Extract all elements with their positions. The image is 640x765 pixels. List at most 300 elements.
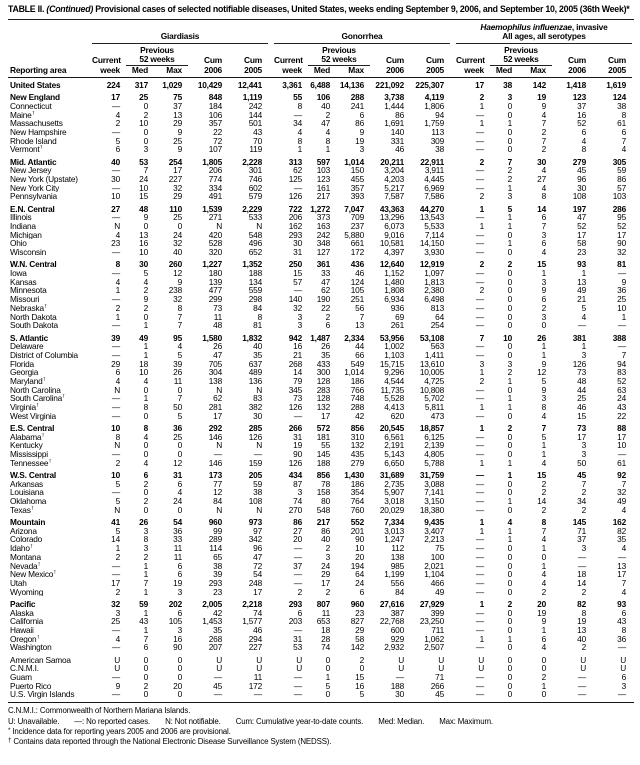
value-cell: 184 [208,100,222,111]
value-cell: 58 [355,633,364,644]
value-cell: 5 [143,268,148,279]
value-cell: 38 [503,80,512,91]
value-cell: 186 [350,478,364,489]
value-cell: — [475,165,484,176]
table-row [8,278,632,287]
reporting-area-cell: District of Columbia [10,350,78,360]
value-cell: 310 [350,431,364,442]
value-cell: 0 [143,654,148,665]
value-cell: 45 [213,680,222,691]
value-cell: 126 [572,358,586,369]
value-cell: 5,811 [424,402,444,413]
value-cell: — [475,229,484,240]
value-cell: 0 [507,680,512,691]
table-row [8,433,632,442]
value-cell: 2 [479,285,484,296]
value-cell: 973 [248,517,262,528]
value-cell: 92 [617,470,626,481]
value-cell: U [296,654,302,665]
table-row [8,192,632,201]
value-cell: U [114,663,120,674]
value-cell: 134 [248,276,262,287]
value-cell: 985 [390,560,404,571]
value-cell: 3 [115,607,120,618]
value-cell: 293 [208,577,222,588]
value-cell: — [475,478,484,489]
value-cell: — [111,402,120,413]
value-cell: 8 [143,423,148,434]
value-cell: — [577,680,586,691]
value-cell: — [111,672,120,683]
value-cell: 4,119 [424,92,444,103]
value-cell: 1 [143,349,148,360]
value-cell: 3 [621,680,626,691]
value-cell: 86 [293,517,302,528]
value-cell: 6 [541,238,546,249]
value-cell: 82 [617,525,626,536]
value-cell: 9 [541,100,546,111]
value-cell: 496 [248,238,262,249]
value-cell: 39 [111,332,120,343]
value-cell: 0 [507,294,512,305]
value-cell: — [475,268,484,279]
value-cell: 10 [503,332,512,343]
value-cell: 35 [617,534,626,545]
value-cell: 29 [173,118,182,129]
value-cell: 2 [115,457,120,468]
reporting-area-cell: C.N.M.I. [10,664,39,674]
value-cell: 24 [139,174,148,185]
value-cell: 4 [621,144,626,155]
value-cell: 30 [139,259,148,270]
value-cell: 22,911 [420,156,444,167]
value-cell: 3 [507,358,512,369]
value-cell: 6 [359,586,364,597]
value-cell: 7 [621,135,626,146]
value-cell: 2 [143,551,148,562]
value-cell: 0 [507,654,512,665]
value-cell: 13 [173,109,182,120]
value-cell: 7 [479,332,484,343]
value-cell: N [256,384,262,395]
value-cell: 1,444 [384,100,404,111]
reporting-area-cell: Iowa [10,269,27,278]
value-cell: 0 [143,487,148,498]
value-cell: 87 [293,478,302,489]
value-cell: 7 [621,577,626,588]
value-cell: — [293,109,302,120]
value-cell: 52 [617,376,626,387]
value-cell: — [111,100,120,111]
value-cell: 766 [350,384,364,395]
value-cell: 62 [293,165,302,176]
value-cell: 248 [248,577,262,588]
value-cell: 59 [617,165,626,176]
value-cell: — [475,135,484,146]
value-cell: 43 [617,402,626,413]
value-cell: 125 [288,174,302,185]
value-cell: 13 [577,625,586,635]
table-row [8,535,632,544]
value-cell: — [293,410,302,421]
value-cell: 4 [541,182,546,193]
value-cell: 238 [168,285,182,296]
value-cell: 1,119 [242,92,262,103]
value-cell: 47 [577,212,586,223]
value-cell: 2 [507,598,512,609]
value-cell: — [475,569,484,580]
value-cell: 202 [168,598,182,609]
value-cell: 2,735 [384,478,404,489]
footnote-star: * Incidence data for reporting years 2005 and 2006 are provisional. [8,726,231,736]
med-label: Med [490,65,518,77]
value-cell: 46 [355,268,364,279]
value-cell: — [475,384,484,395]
value-cell: 23,250 [419,616,444,627]
value-cell: 93 [577,259,586,270]
value-cell: 2 [115,586,120,597]
value-cell: 1 [507,118,512,129]
value-cell: 0 [143,663,148,674]
value-cell: 2 [581,504,586,515]
group-title-gonorrhea: Gonorrhea [274,23,450,43]
value-cell: 1,805 [202,156,222,167]
value-cell: 960 [350,598,364,609]
value-cell: — [475,212,484,223]
reporting-area-cell: E.S. Central [10,423,55,433]
cum-label: Cum [567,54,586,65]
value-cell: 73 [577,423,586,434]
value-cell: 266 [288,423,302,434]
value-cell: 10 [139,367,148,378]
value-cell: — [475,689,484,700]
value-cell: 2 [325,543,330,554]
value-cell: 1 [507,633,512,644]
value-cell: 760 [350,504,364,515]
table-row [8,527,632,536]
value-cell: — [475,577,484,588]
reporting-area-cell: Ohio [10,239,27,249]
value-cell: 29 [355,625,364,635]
value-cell: — [293,182,302,193]
value-cell: 0 [177,504,182,515]
value-cell: 17 [617,229,626,240]
value-cell: 9,296 [384,367,404,378]
value-cell: 58 [577,238,586,249]
value-cell: 225,307 [415,80,444,91]
value-cell: 9 [541,358,546,369]
value-cell: 36 [617,633,626,644]
value-cell: — [111,294,120,305]
value-cell: 110 [169,203,182,214]
value-cell: 6 [177,569,182,580]
value-cell: 556 [390,577,404,588]
value-cell: 180 [208,268,222,279]
value-cell: 52 [617,221,626,232]
value-cell: 83 [253,393,262,404]
value-cell: 14 [111,534,120,545]
value-cell: 241 [350,100,364,111]
value-cell: 7 [541,525,546,536]
value-cell: U [114,654,120,665]
value-cell: 0 [507,642,512,653]
value-cell: 1 [507,534,512,545]
cum-label: Cum [243,54,262,65]
value-cell: 7 [143,633,148,644]
value-cell: 345 [288,384,302,395]
value-cell: 5,217 [384,182,404,193]
value-cell: 27,616 [379,598,404,609]
value-cell: 26 [173,367,182,378]
reporting-area-cell: North Carolina [10,385,61,395]
value-cell: 74 [293,496,302,507]
reporting-area-cell: Washington [10,643,52,653]
value-cell: 74 [253,607,262,618]
value-cell: 53,108 [419,332,444,343]
value-cell: 71 [577,525,586,536]
value-cell: 81 [617,259,626,270]
value-cell: 2,021 [424,560,444,571]
weeks52-label: 52 weeks [308,55,370,65]
value-cell: — [617,341,626,352]
value-cell: 3 [541,276,546,287]
value-cell: 285 [248,423,262,434]
value-cell: 7 [507,156,512,167]
footnotes [0,703,640,748]
value-cell: 1 [479,598,484,609]
value-cell: 9 [143,212,148,223]
value-cell: 4 [143,276,148,287]
table-row [8,119,632,128]
value-cell: 0 [325,689,330,700]
value-cell: 705 [208,358,222,369]
value-cell: 1,002 [384,341,404,352]
value-cell: 436 [350,259,364,270]
value-cell: 0 [507,320,512,331]
value-cell: 2 [143,285,148,296]
value-cell: 8 [621,109,626,120]
value-cell: 5 [541,431,546,442]
table-row [8,102,632,111]
value-cell: 20,545 [379,423,404,434]
value-cell: 1,619 [606,80,626,91]
value-cell: 15 [293,268,302,279]
table-title [0,0,640,18]
reporting-area-cell: North Dakota [10,312,57,322]
value-cell: 73 [293,393,302,404]
value-cell: 661 [350,238,364,249]
value-cell: 78 [321,478,330,489]
value-cell: 7 [177,393,182,404]
value-cell: 32 [173,238,182,249]
value-cell: — [475,487,484,498]
table-row [8,78,632,90]
value-cell: 6 [177,607,182,618]
value-cell: 3 [541,311,546,322]
value-cell: 17 [173,165,182,176]
value-cell: 2,191 [384,440,404,451]
legend-no-cases: —: No reported cases. [74,716,151,726]
value-cell: 10,005 [419,367,444,378]
value-cell: 126 [288,402,302,413]
value-cell: 251 [350,294,364,305]
value-cell: 0 [507,625,512,635]
value-cell: 2 [297,586,302,597]
value-cell: — [111,393,120,404]
value-cell: 53 [293,642,302,653]
value-cell: 2 [479,92,484,103]
value-cell: 354 [350,487,364,498]
value-cell: — [577,560,586,571]
value-cell: 3,361 [282,80,302,91]
previous-label: Previous [140,44,174,55]
value-cell: 90 [293,449,302,460]
value-cell: N [216,221,222,232]
value-cell: 29 [111,358,120,369]
legend-not-notifiable: N: Not notifiable. [165,716,221,726]
value-cell: 54 [253,569,262,580]
value-cell: 17 [577,229,586,240]
value-cell: 53 [139,156,148,167]
value-cell: 36 [173,423,182,434]
value-cell: 1 [479,367,484,378]
value-cell: N [216,440,222,451]
value-cell: 3,930 [424,247,444,258]
value-cell: — [111,247,120,258]
value-cell: 746 [248,174,262,185]
value-cell: 652 [248,247,262,258]
value-cell: 10 [111,423,120,434]
value-cell: 4 [325,127,330,138]
value-cell: 2,228 [242,156,262,167]
value-cell: 23 [213,586,222,597]
value-cell: 40 [253,341,262,352]
year-2005-label: 2005 [592,65,632,77]
table-row [8,673,632,682]
value-cell: U [256,663,262,674]
value-cell: 48 [577,376,586,387]
value-cell: 4 [541,569,546,580]
value-cell: 0 [541,320,546,331]
value-cell: 1,808 [384,285,404,296]
footnote-cnmi: C.N.M.I.: Commonwealth of Northern Mariana Islands. [8,706,191,716]
value-cell: 146 [208,457,222,468]
previous-label: Previous [322,44,356,55]
value-cell: 9 [177,276,182,287]
value-cell: 3 [177,586,182,597]
value-cell: 2 [541,144,546,155]
value-cell: 2 [325,311,330,322]
value-cell: 2 [325,586,330,597]
value-cell: 1,453 [202,616,222,627]
value-cell: 5,880 [344,229,364,240]
value-cell: 206 [288,212,302,223]
value-cell: 24 [355,577,364,588]
value-cell: 54 [173,517,182,528]
value-cell: 11 [253,672,262,683]
value-cell: 57 [617,182,626,193]
reporting-area-cell: Arizona [10,526,37,536]
value-cell: — [475,543,484,554]
value-cell: 5,788 [424,457,444,468]
value-cell: 4 [177,487,182,498]
value-cell: 162 [612,517,626,528]
value-cell: 3,407 [424,525,444,536]
value-cell: — [213,449,222,460]
value-cell: U [398,654,404,665]
value-cell: 549 [350,358,364,369]
value-cell: 52 [577,118,586,129]
value-cell: 856 [316,470,330,481]
value-cell: 748 [350,393,364,404]
value-cell: 2 [143,496,148,507]
value-cell: 146 [208,431,222,442]
value-cell: — [617,689,626,700]
value-cell: 31 [173,470,182,481]
week-label: week [92,65,126,77]
value-cell: 35 [253,349,262,360]
value-cell: 5 [115,525,120,536]
value-cell: 17 [111,577,120,588]
value-cell: 50 [173,402,182,413]
value-cell: 0 [507,577,512,588]
value-cell: 26 [537,332,546,343]
value-cell: 44 [355,341,364,352]
value-cell: 1 [541,449,546,460]
value-cell: 4 [541,577,546,588]
value-cell: 42 [355,410,364,421]
value-cell: 1 [115,543,120,554]
value-cell: 84 [395,586,404,597]
value-cell: 1 [143,341,148,352]
value-cell: 25 [577,393,586,404]
value-cell: 159 [248,457,262,468]
value-cell: 4 [297,127,302,138]
value-cell: 0 [177,672,182,683]
value-cell: 4,413 [384,402,404,413]
value-cell: 108 [572,191,586,202]
value-cell: 3 [143,144,148,155]
value-cell: 12 [537,367,546,378]
value-cell: 3 [143,543,148,554]
value-cell: 40 [321,100,330,111]
value-cell: — [111,341,120,352]
value-cell: 29 [173,191,182,202]
value-cell: 45 [577,165,586,176]
value-cell: 299 [208,294,222,305]
value-cell: 4 [507,517,512,528]
value-cell: 30 [111,174,120,185]
value-cell: 26 [213,341,222,352]
value-cell: 373 [316,212,330,223]
value-cell: 24 [321,560,330,571]
value-cell: 17 [577,431,586,442]
value-cell: 2 [581,586,586,597]
value-cell: 221,092 [375,80,404,91]
value-cell: 0 [507,109,512,120]
value-cell: 6,498 [424,294,444,305]
value-cell: 3 [541,393,546,404]
value-cell: 53,956 [379,332,404,343]
value-cell: — [111,569,120,580]
value-cell: 6,969 [424,182,444,193]
value-cell: 2 [479,259,484,270]
value-cell: 2,932 [384,642,404,653]
value-cell: 268 [288,358,302,369]
value-cell: 84 [253,302,262,313]
value-cell: 3,150 [424,496,444,507]
table-row [8,635,632,644]
